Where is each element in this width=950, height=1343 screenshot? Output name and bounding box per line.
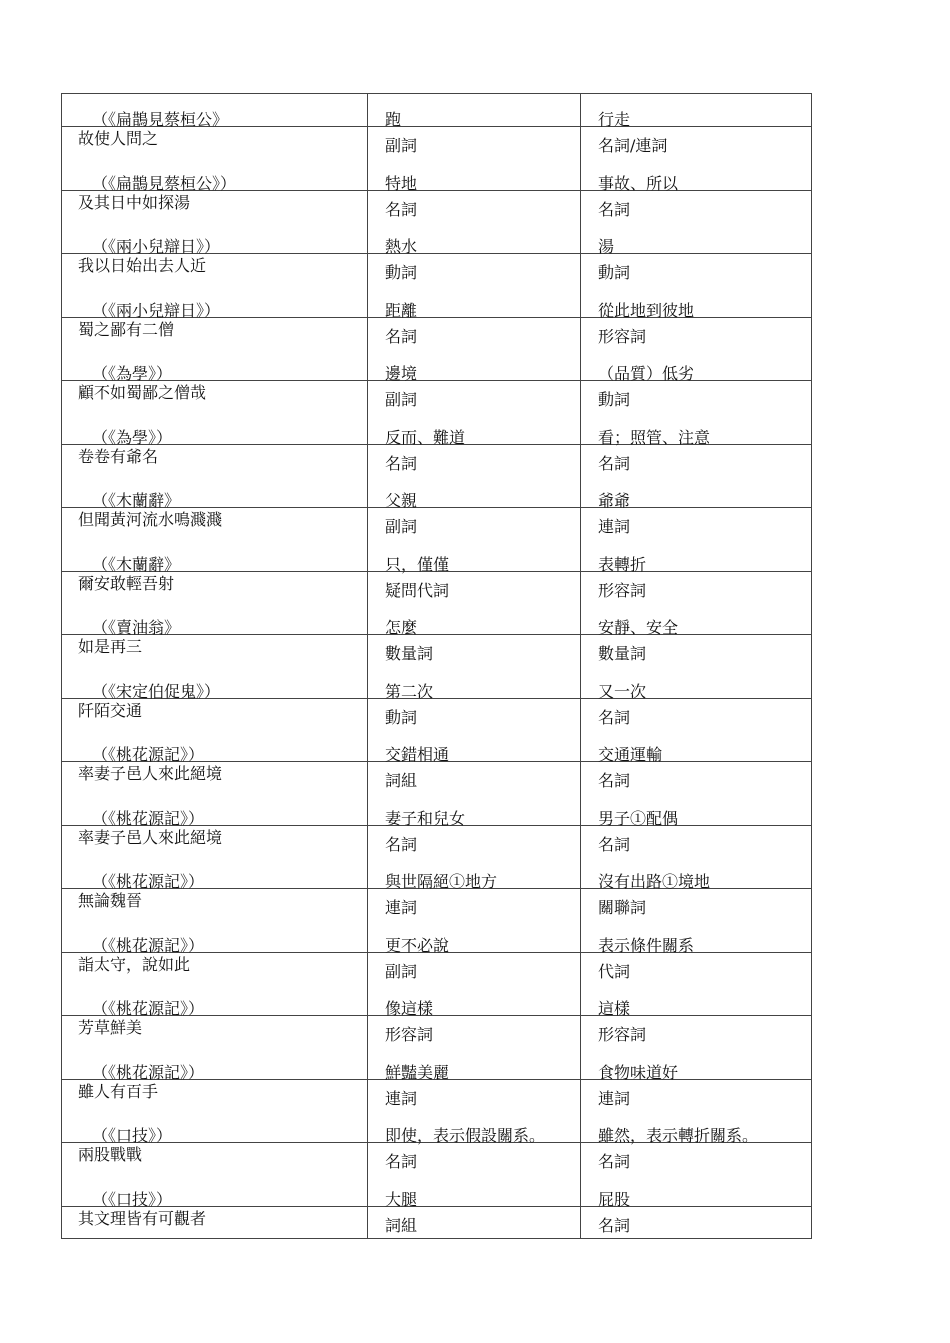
source-text: （《賣油翁》 [92,618,181,637]
meaning-b-text: 看；照管、注意 [598,427,711,447]
usage-b-cell [581,762,812,828]
sentence-text: 顧不如蜀鄙之僧哉 [78,383,207,402]
usage-b-cell [581,318,812,381]
pos-b-text: 形容詞 [598,580,647,600]
pos-a-text: 副詞 [385,517,418,536]
meaning-a-text: 交錯相通 [385,745,450,764]
source-text: （《扁鵲見蔡桓公》） [92,173,237,193]
meaning-b-text: 表轉折 [598,554,647,574]
pos-b-text: 動詞 [598,390,631,409]
table-row [62,1016,812,1080]
usage-b-cell [581,572,812,635]
sentence-cell [62,254,368,320]
table-row [62,254,812,318]
source-text: （《宋定伯促鬼》） [92,681,221,701]
usage-a-cell [368,127,581,193]
sentence-cell [62,635,368,701]
table-row [62,127,812,191]
meaning-a-text: 怎麼 [385,618,418,637]
meaning-b-text: 安靜、安全 [598,618,679,637]
pos-b-text: 名詞 [598,453,631,473]
usage-a-cell [368,635,581,701]
pos-a-text: 動詞 [385,707,418,727]
sentence-text: 無論魏晉 [78,891,143,910]
source-text: （《口技》） [92,1126,173,1145]
sentence-cell [62,1080,368,1143]
meaning-a-text: 鮮豔美麗 [385,1062,450,1082]
usage-b-cell [581,699,812,762]
sentence-text: 芳草鮮美 [78,1018,143,1037]
pos-a-text: 副詞 [385,961,418,981]
pos-b-text: 連詞 [598,1088,631,1108]
meaning-b-text: 從此地到彼地 [598,300,695,320]
usage-b-cell [581,953,812,1016]
usage-b-cell [581,127,812,193]
sentence-cell [62,508,368,574]
meaning-a-text: 大腿 [385,1189,418,1209]
pos-b-text: 形容詞 [598,326,647,346]
meaning-b-text: 雖然，表示轉折關系。 [598,1126,759,1145]
sentence-cell [62,1207,368,1238]
meaning-b-text: 行走 [598,110,631,129]
source-text: （《桃花源記》） [92,1062,205,1082]
table-row [62,94,812,127]
meaning-b-text: 這樣 [598,999,631,1018]
pos-b-text: 代詞 [598,961,631,981]
source-text: （《扁鵲見蔡桓公》 [92,110,229,129]
pos-a-text: 名詞 [385,326,418,346]
pos-b-text: 名詞 [598,834,631,854]
sentence-text: 蜀之鄙有二僧 [78,319,175,339]
sentence-text: 如是再三 [78,637,143,656]
usage-b-cell [581,445,812,508]
source-text: （《木蘭辭》 [92,491,181,510]
usage-a-cell [368,381,581,447]
usage-a-cell [368,953,581,1016]
table-row [62,1143,812,1207]
sentence-text: 率妻子邑人來此絕境 [78,827,223,847]
meaning-a-text: 邊境 [385,364,418,383]
usage-a-cell [368,762,581,828]
meaning-a-text: 距離 [385,300,418,320]
table-row [62,889,812,953]
word-comparison-table [61,93,812,1239]
meaning-b-text: 食物味道好 [598,1062,679,1082]
sentence-cell [62,445,368,508]
sentence-cell [62,826,368,889]
meaning-b-text: 表示條件關系 [598,935,695,955]
sentence-cell [62,127,368,193]
pos-b-text: 連詞 [598,517,631,536]
meaning-b-text: 又一次 [598,681,647,701]
meaning-a-text: 與世隔絕①地方 [385,872,498,891]
pos-a-text: 副詞 [385,390,418,409]
pos-a-text: 名詞 [385,453,418,473]
usage-a-cell [368,826,581,889]
table-row [62,381,812,445]
meaning-a-text: 第二次 [385,681,434,701]
usage-b-cell [581,254,812,320]
source-text: （《桃花源記》） [92,808,205,828]
table-row [62,508,812,572]
sentence-cell [62,572,368,635]
sentence-text: 及其日中如探湯 [78,192,191,212]
pos-b-text: 名詞 [598,771,631,790]
sentence-text: 詣太守，說如此 [78,954,191,974]
usage-b-cell [581,889,812,955]
table-row [62,445,812,509]
source-text: （《兩小兒辯日》） [92,300,221,320]
meaning-b-text: 爺爺 [598,491,631,510]
meaning-b-text: 屁股 [598,1189,631,1209]
usage-b-cell [581,826,812,889]
sentence-text: 其文理皆有可觀者 [78,1208,207,1228]
meaning-a-text: 特地 [385,173,418,193]
source-text: （《為學》） [92,427,173,447]
pos-b-text: 關聯詞 [598,898,647,917]
usage-b-cell [581,1143,812,1209]
usage-b-cell [581,1207,812,1238]
sentence-cell [62,1143,368,1209]
sentence-text: 阡陌交通 [78,700,143,720]
sentence-cell [62,94,368,129]
source-text: （《為學》） [92,364,173,383]
pos-b-text: 名詞 [598,1215,631,1235]
pos-a-text: 疑問代詞 [385,580,450,600]
table-row [62,699,812,763]
pos-a-text: 數量詞 [385,644,434,663]
meaning-a-text: 即使，表示假設關系。 [385,1126,546,1145]
table-row [62,762,812,826]
meaning-b-text: 湯 [598,237,615,256]
pos-a-text: 形容詞 [385,1025,434,1044]
usage-a-cell [368,318,581,381]
usage-b-cell [581,635,812,701]
source-text: （《木蘭辭》 [92,554,181,574]
sentence-text: 但聞黃河流水鳴濺濺 [78,510,223,529]
usage-b-cell [581,381,812,447]
pos-a-text: 名詞 [385,834,418,854]
meaning-a-text: 熱水 [385,237,418,256]
sentence-text: 爾安敢輕吾射 [78,573,175,593]
pos-a-text: 名詞 [385,199,418,219]
usage-b-cell [581,508,812,574]
sentence-cell [62,381,368,447]
usage-a-cell [368,508,581,574]
pos-b-text: 數量詞 [598,644,647,663]
meaning-a-text: 像這樣 [385,999,434,1018]
meaning-a-text: 只，僅僅 [385,554,450,574]
usage-b-cell [581,94,812,129]
source-text: （《桃花源記》） [92,872,205,891]
pos-b-text: 名詞 [598,707,631,727]
meaning-b-text: 交通運輸 [598,745,663,764]
meaning-b-text: 事故、所以 [598,173,679,193]
usage-a-cell [368,254,581,320]
usage-b-cell [581,191,812,254]
meaning-a-text: 反而、難道 [385,427,466,447]
table-row [62,1080,812,1144]
usage-a-cell [368,1207,581,1238]
meaning-b-text: 沒有出路①境地 [598,872,711,891]
usage-a-cell [368,445,581,508]
table-row [62,191,812,255]
usage-b-cell [581,1016,812,1082]
source-text: （《口技》） [92,1189,173,1209]
usage-a-cell [368,191,581,254]
table-row [62,318,812,382]
pos-a-text: 副詞 [385,136,418,155]
sentence-text: 我以日始出去人近 [78,256,207,275]
table-row [62,1207,812,1239]
sentence-cell [62,699,368,762]
usage-a-cell [368,699,581,762]
sentence-cell [62,191,368,254]
pos-a-text: 名詞 [385,1152,418,1171]
usage-b-cell [581,1080,812,1143]
usage-a-cell [368,1016,581,1082]
sentence-text: 兩股戰戰 [78,1145,143,1164]
meaning-a-text: 更不必說 [385,935,450,955]
pos-b-text: 名詞 [598,1152,631,1171]
usage-a-cell [368,889,581,955]
meaning-a-text: 父親 [385,491,418,510]
sentence-text: 卷卷有爺名 [78,446,159,466]
source-text: （《兩小兒辯日》） [92,237,221,256]
table-row [62,826,812,890]
usage-a-cell [368,1143,581,1209]
sentence-text: 雖人有百手 [78,1081,159,1101]
usage-a-cell [368,572,581,635]
table-row [62,635,812,699]
sentence-cell [62,762,368,828]
sentence-cell [62,1016,368,1082]
source-text: （《桃花源記》） [92,935,205,955]
pos-b-text: 名詞 [598,199,631,219]
pos-b-text: 名詞/連詞 [598,136,668,155]
source-text: （《桃花源記》） [92,999,205,1018]
usage-a-cell [368,1080,581,1143]
pos-a-text: 連詞 [385,898,418,917]
table-row [62,572,812,636]
table-row [62,953,812,1017]
meaning-b-text: 男子①配偶 [598,808,679,828]
meaning-b-text: （品質）低劣 [598,364,695,383]
pos-a-text: 詞組 [385,1215,418,1235]
source-text: （《桃花源記》） [92,745,205,764]
meaning-a-text: 妻子和兒女 [385,808,466,828]
pos-a-text: 詞組 [385,771,418,790]
pos-b-text: 形容詞 [598,1025,647,1044]
pos-b-text: 動詞 [598,263,631,282]
sentence-cell [62,318,368,381]
usage-a-cell [368,94,581,129]
sentence-text: 率妻子邑人來此絕境 [78,764,223,783]
sentence-cell [62,889,368,955]
sentence-text: 故使人問之 [78,129,159,148]
meaning-a-text: 跑 [385,110,402,129]
pos-a-text: 連詞 [385,1088,418,1108]
pos-a-text: 動詞 [385,263,418,282]
sentence-cell [62,953,368,1016]
